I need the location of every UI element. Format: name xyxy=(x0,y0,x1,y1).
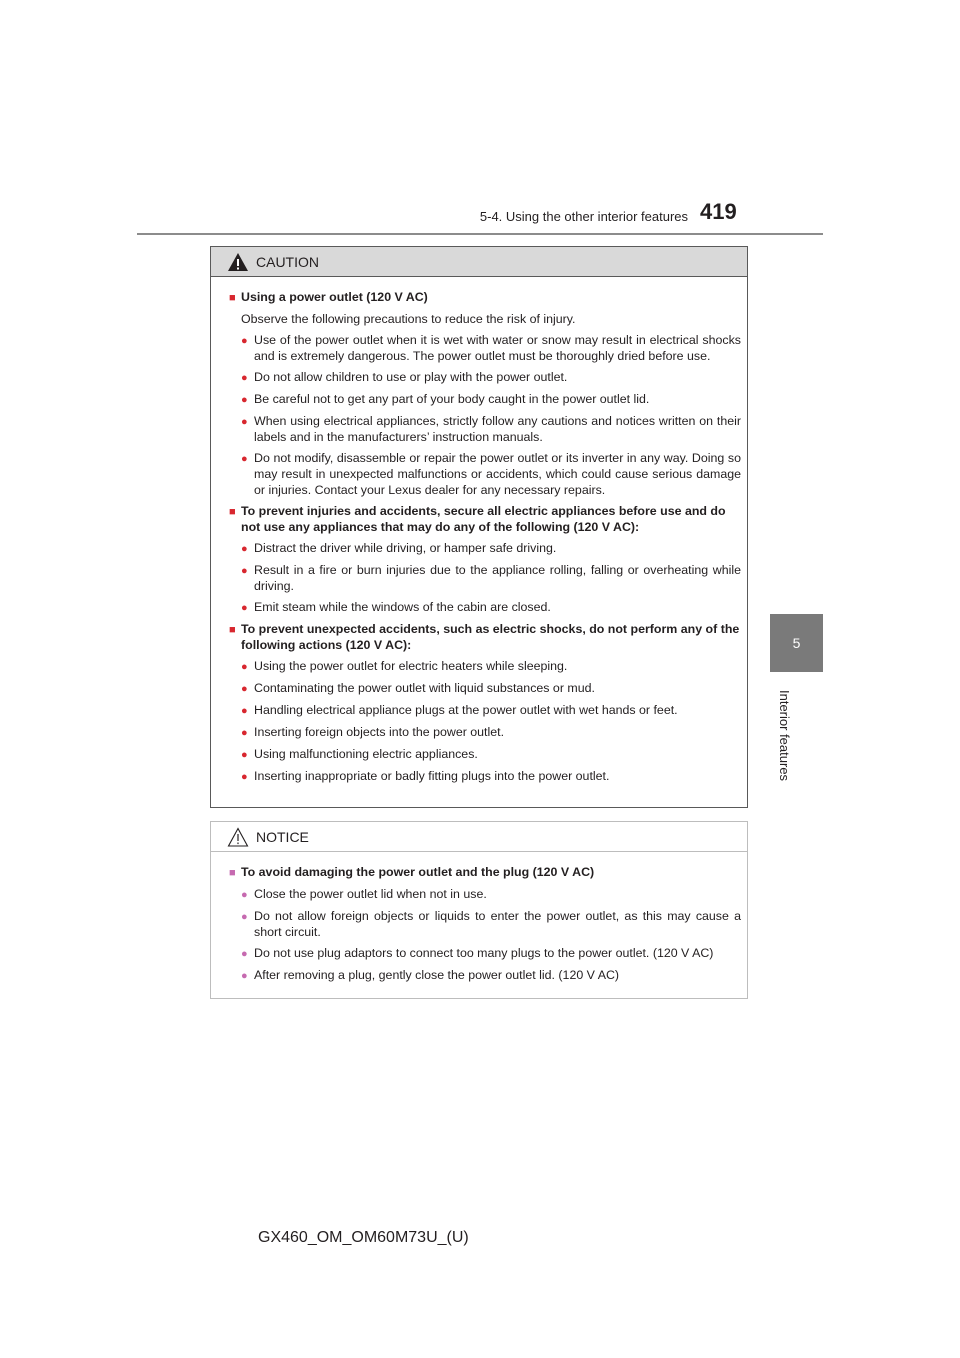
notice-body xyxy=(211,852,747,984)
round-bullet-icon: ● xyxy=(241,705,248,717)
notice-section-title: ■ To avoid damaging the power outlet and the plug (120 V AC) xyxy=(229,865,595,879)
square-bullet-icon: ■ xyxy=(229,292,236,304)
list-item: ● After removing a plug, gently close the power outlet lid. (120 V AC) xyxy=(241,968,620,982)
caution-header xyxy=(211,247,747,277)
round-bullet-icon: ● xyxy=(241,970,248,982)
list-item: ● Do not modify, disassemble or repair the power outlet or its inverter in any way. Doing so may result in unexpected malfunctions or accidents, which could cause serious damage or injuries. Contact your Lexus dealer for any necessary repairs. xyxy=(241,451,741,497)
round-bullet-icon: ● xyxy=(241,602,248,614)
notice-header xyxy=(211,822,747,852)
round-bullet-icon: ● xyxy=(241,727,248,739)
notice-heading: NOTICE xyxy=(256,828,309,845)
round-bullet-icon: ● xyxy=(241,889,248,901)
chapter-tab xyxy=(770,614,823,672)
list-item: ● Do not allow children to use or play with the power outlet. xyxy=(241,370,568,384)
page-number: 419 xyxy=(700,199,737,224)
caution-section-title: ■ To prevent unexpected accidents, such as electric shocks, do not perform any of the following actions (120 V AC): xyxy=(229,622,740,652)
list-item: ● When using electrical appliances, strictly follow any cautions and notices written on their labels and in the manufacturers’ instruction manuals. xyxy=(241,414,741,444)
header-title: 5-4. Using the other interior features xyxy=(479,209,688,224)
header-rule xyxy=(137,233,823,235)
list-item: ● Be careful not to get any part of your body caught in the power outlet lid. xyxy=(241,392,650,406)
round-bullet-icon: ● xyxy=(241,565,248,577)
square-bullet-icon: ■ xyxy=(229,867,236,879)
round-bullet-icon: ● xyxy=(241,394,248,406)
list-item: ● Inserting inappropriate or badly fitting plugs into the power outlet. xyxy=(241,769,610,783)
document-code: GX460_OM_OM60M73U_(U) xyxy=(258,1229,469,1246)
list-item: ● Handling electrical appliance plugs at the power outlet with wet hands or feet. xyxy=(241,703,678,717)
list-item: ● Distract the driver while driving, or hamper safe driving. xyxy=(241,541,557,555)
square-bullet-icon: ■ xyxy=(229,624,236,636)
round-bullet-icon: ● xyxy=(241,661,248,673)
list-item: ● Use of the power outlet when it is wet with water or snow may result in electrical shocks and is extremely dangerous. The power outlet must be thoroughly dried before use. xyxy=(241,333,741,363)
warning-triangle-icon xyxy=(227,252,249,272)
list-item: ● Using the power outlet for electric heaters while sleeping. xyxy=(241,659,568,673)
caution-heading: CAUTION xyxy=(256,253,319,270)
round-bullet-icon: ● xyxy=(241,543,248,555)
caution-body xyxy=(211,277,747,785)
square-bullet-icon: ■ xyxy=(229,506,236,518)
round-bullet-icon: ● xyxy=(241,771,248,783)
round-bullet-icon: ● xyxy=(241,911,248,923)
round-bullet-icon: ● xyxy=(241,372,248,384)
list-item: ● Emit steam while the windows of the cabin are closed. xyxy=(241,600,551,614)
list-item: ● Do not use plug adaptors to connect too many plugs to the power outlet. (120 V AC) xyxy=(241,946,714,960)
round-bullet-icon: ● xyxy=(241,335,248,347)
notice-triangle-icon xyxy=(227,827,249,847)
caution-box xyxy=(210,246,748,808)
caution-section-title: ■ Using a power outlet (120 V AC) xyxy=(229,290,428,304)
round-bullet-icon: ● xyxy=(241,416,248,428)
list-item: ● Contaminating the power outlet with liquid substances or mud. xyxy=(241,681,595,695)
list-item: ● Do not allow foreign objects or liquids to enter the power outlet, as this may cause a short circuit. xyxy=(241,909,741,939)
list-item: ● Inserting foreign objects into the power outlet. xyxy=(241,725,505,739)
list-item: ● Using malfunctioning electric appliances. xyxy=(241,747,478,761)
list-item: ● Result in a fire or burn injuries due to the appliance rolling, falling or overheating while driving. xyxy=(241,563,741,593)
round-bullet-icon: ● xyxy=(241,948,248,960)
round-bullet-icon: ● xyxy=(241,453,248,465)
round-bullet-icon: ● xyxy=(241,749,248,761)
caution-section-intro: Observe the following precautions to reduce the risk of injury. xyxy=(241,312,576,326)
notice-box xyxy=(210,821,748,999)
caution-section-title: ■ To prevent injuries and accidents, secure all electric appliances before use and do not use any appliances that may do any of the following (120 V AC): xyxy=(229,504,726,534)
chapter-label: Interior features xyxy=(777,690,792,782)
list-item: ● Close the power outlet lid when not in use. xyxy=(241,887,487,901)
chapter-number: 5 xyxy=(792,635,801,651)
round-bullet-icon: ● xyxy=(241,683,248,695)
